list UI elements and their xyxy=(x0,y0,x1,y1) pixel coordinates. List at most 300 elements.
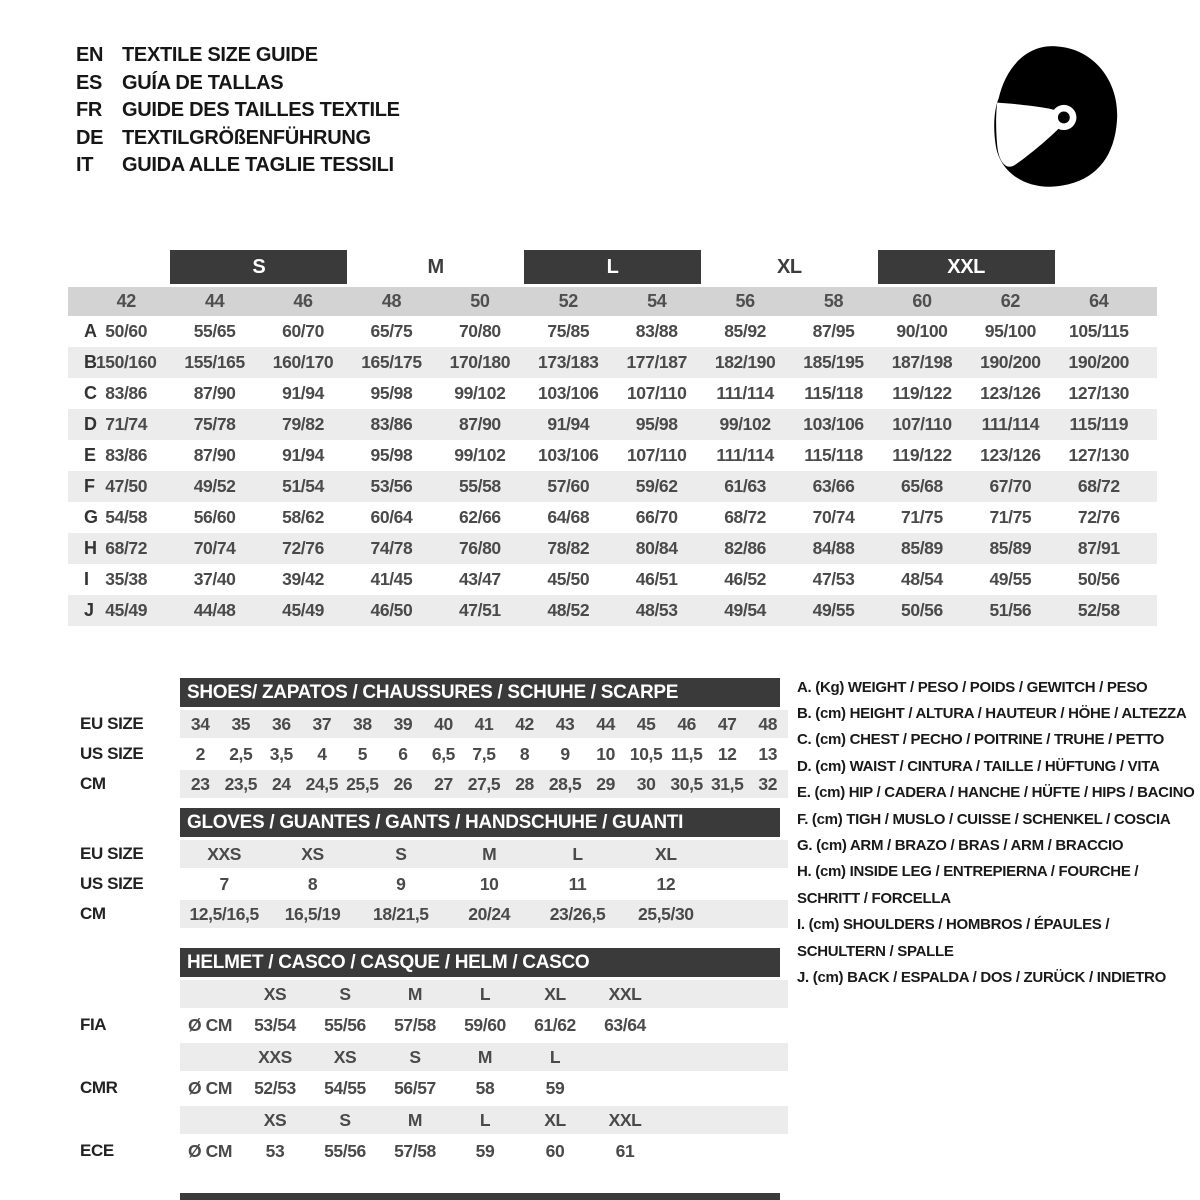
size-number: 54 xyxy=(647,291,667,311)
gloves-eu-size-label: EU SIZE xyxy=(80,844,144,863)
language-title: GUÍA DE TALLAS xyxy=(122,71,284,94)
size-cell: 47/53 xyxy=(812,569,855,589)
main-size-table xyxy=(68,316,1157,626)
shoes-us-row xyxy=(180,740,788,768)
size-cell: 66/70 xyxy=(635,507,678,527)
helmet-header-bar: HELMET / CASCO / CASQUE / HELM / CASCO xyxy=(180,948,780,977)
shoes-value-cell: 5 xyxy=(357,743,368,764)
shoes-value-cell: 24,5 xyxy=(305,773,339,794)
row-letter: A xyxy=(84,321,97,341)
helmet-size-cell: XL xyxy=(544,1109,566,1130)
size-number: 44 xyxy=(205,291,225,311)
size-cell: 95/98 xyxy=(635,414,678,434)
legend-line: B. (cm) HEIGHT / ALTURA / HAUTEUR / HÖHE / ALTEZZA xyxy=(797,705,1187,723)
language-title: TEXTILGRÖßENFÜHRUNG xyxy=(122,126,371,149)
size-cell: 82/86 xyxy=(724,538,767,558)
shoes-value-cell: 45 xyxy=(636,713,656,734)
gloves-value-cell: 12,5/16,5 xyxy=(189,903,259,924)
size-group-m: M xyxy=(427,255,444,278)
helmet-size-cell: L xyxy=(549,1046,561,1067)
size-row-G xyxy=(68,502,1157,533)
helmet-size-cell: XS xyxy=(263,983,287,1004)
size-cell: 50/56 xyxy=(1077,569,1120,589)
gloves-value-cell: 20/24 xyxy=(468,903,511,924)
size-cell: 99/102 xyxy=(454,383,506,403)
size-cell: 83/86 xyxy=(370,414,413,434)
size-group-xxl: XXL xyxy=(878,250,1055,284)
helmet-value-cell: 55/56 xyxy=(324,1014,366,1035)
language-row xyxy=(76,70,400,98)
shoes-value-cell: 4 xyxy=(317,743,327,764)
size-cell: 190/200 xyxy=(1068,352,1130,372)
helmet-value-cell: 60 xyxy=(545,1140,565,1161)
language-title: GUIDE DES TAILLES TEXTILE xyxy=(122,99,400,122)
shoes-value-cell: 9 xyxy=(560,743,570,764)
size-cell: 87/95 xyxy=(812,321,855,341)
helmet-unit-spacer xyxy=(180,1043,240,1071)
shoes-value-cell: 46 xyxy=(677,713,696,734)
size-cell: 123/126 xyxy=(980,445,1041,465)
size-cell: 182/190 xyxy=(714,352,776,372)
shoes-value-cell: 28 xyxy=(515,773,534,794)
size-cell: 99/102 xyxy=(454,445,506,465)
gloves-value-cell: XS xyxy=(301,843,324,864)
size-cell: 45/49 xyxy=(105,600,148,620)
shoes-value-cell: 43 xyxy=(555,713,575,734)
helmet-value-cell: 53 xyxy=(265,1140,285,1161)
legend-line: SCHRITT / FORCELLA xyxy=(797,889,951,907)
shoes-value-cell: 36 xyxy=(271,713,291,734)
size-row-E xyxy=(68,440,1157,471)
language-row xyxy=(76,125,400,153)
cmr-values-row xyxy=(180,1073,660,1103)
helmet-size-cell: XL xyxy=(544,983,566,1004)
size-cell: 68/72 xyxy=(105,538,148,558)
gloves-value-cell: 16,5/19 xyxy=(284,903,341,924)
size-cell: 56/60 xyxy=(193,507,236,527)
size-cell: 55/65 xyxy=(193,321,236,341)
size-cell: 83/88 xyxy=(635,321,678,341)
shoes-value-cell: 30 xyxy=(636,773,656,794)
size-group-xl: XL xyxy=(776,255,802,278)
size-cell: 87/91 xyxy=(1077,538,1120,558)
size-cell: 111/114 xyxy=(716,383,774,403)
language-titles xyxy=(76,42,400,180)
size-number: 62 xyxy=(1000,291,1020,311)
size-cell: 187/198 xyxy=(891,352,953,372)
size-cell: 103/106 xyxy=(803,414,864,434)
shoes-value-cell: 28,5 xyxy=(548,773,582,794)
size-cell: 46/50 xyxy=(370,600,413,620)
size-cell: 46/51 xyxy=(635,569,678,589)
size-cell: 71/74 xyxy=(105,414,148,434)
legend-line: J. (cm) BACK / ESPALDA / DOS / ZURÜCK / INDIETRO xyxy=(797,968,1166,986)
row-values xyxy=(82,347,1143,378)
size-cell: 46/52 xyxy=(724,569,767,589)
size-row-B xyxy=(68,347,1157,378)
size-cell: 49/55 xyxy=(812,600,855,620)
shoes-value-cell: 27,5 xyxy=(467,773,501,794)
size-cell: 95/98 xyxy=(370,445,413,465)
helmet-size-cell: XXS xyxy=(258,1046,292,1067)
gloves-value-cell: 7 xyxy=(219,873,229,894)
shoes-value-cell: 8 xyxy=(519,743,530,764)
shoes-value-cell: 27 xyxy=(434,773,453,794)
size-cell: 70/74 xyxy=(812,507,855,527)
size-cell: 111/114 xyxy=(716,445,774,465)
size-number: 58 xyxy=(823,291,844,311)
ece-values-row xyxy=(180,1136,660,1166)
ece-label: ECE xyxy=(80,1141,114,1160)
size-cell: 87/90 xyxy=(193,445,236,465)
gloves-us-size-label: US SIZE xyxy=(80,874,144,893)
helmet-value-cell xyxy=(590,1073,660,1103)
size-cell: 79/82 xyxy=(282,414,324,434)
helmet-value-cell: 59 xyxy=(475,1140,495,1161)
size-cell: 57/60 xyxy=(547,476,590,496)
gloves-value-cell: XXS xyxy=(207,843,242,864)
gloves-value-cell: 11 xyxy=(568,873,587,894)
gloves-value-cell: 9 xyxy=(396,873,406,894)
language-code: ES xyxy=(76,71,103,94)
size-cell: 58/62 xyxy=(282,507,324,527)
language-code: FR xyxy=(76,99,103,122)
gloves-value-cell: 10 xyxy=(479,873,499,894)
row-letter: E xyxy=(84,445,96,465)
helmet-value-cell: 52/53 xyxy=(254,1077,296,1098)
shoes-value-cell: 37 xyxy=(312,713,332,734)
size-cell: 87/90 xyxy=(193,383,236,403)
gloves-value-cell: 8 xyxy=(307,873,318,894)
helmet-size-cell: M xyxy=(407,983,423,1004)
helmet-value-cell: 53/54 xyxy=(254,1014,296,1035)
size-cell: 65/68 xyxy=(901,476,943,496)
size-number: 48 xyxy=(381,291,402,311)
shoes-value-cell: 38 xyxy=(353,713,372,734)
row-letter: D xyxy=(84,414,97,434)
size-cell: 85/89 xyxy=(989,538,1032,558)
size-cell: 62/66 xyxy=(458,507,501,527)
helmet-size-cell: L xyxy=(479,983,491,1004)
size-row-J xyxy=(68,595,1157,626)
size-cell: 185/195 xyxy=(803,352,864,372)
legend-line: A. (Kg) WEIGHT / PESO / POIDS / GEWITCH / PESO xyxy=(797,678,1148,696)
language-code: DE xyxy=(76,126,104,149)
size-cell: 76/80 xyxy=(458,538,501,558)
size-cell: 51/54 xyxy=(282,476,324,496)
size-cell: 70/74 xyxy=(193,538,236,558)
size-cell: 68/72 xyxy=(1077,476,1120,496)
gloves-cm-row xyxy=(180,900,788,928)
shoes-value-cell: 6 xyxy=(398,743,408,764)
size-cell: 63/66 xyxy=(812,476,855,496)
size-cell: 49/54 xyxy=(724,600,767,620)
size-cell: 115/118 xyxy=(804,445,863,465)
fia-values-row xyxy=(180,1010,660,1040)
size-cell: 49/52 xyxy=(193,476,236,496)
size-cell: 72/76 xyxy=(282,538,324,558)
shoes-value-cell: 25,5 xyxy=(346,773,379,794)
language-title: GUIDA ALLE TAGLIE TESSILI xyxy=(122,154,394,177)
size-cell: 47/50 xyxy=(105,476,148,496)
helmet-size-cell: M xyxy=(477,1046,493,1067)
size-cell: 47/51 xyxy=(458,600,501,620)
size-row-I xyxy=(68,564,1157,595)
size-cell: 105/115 xyxy=(1069,321,1129,341)
size-cell: 177/187 xyxy=(626,352,687,372)
size-cell: 75/78 xyxy=(193,414,236,434)
legend-line: F. (cm) TIGH / MUSLO / CUISSE / SCHENKEL / COSCIA xyxy=(797,810,1171,828)
helmet-unit-spacer xyxy=(180,1106,240,1134)
gloves-value-cell: 23/26,5 xyxy=(549,903,606,924)
size-cell: 103/106 xyxy=(538,445,599,465)
size-cell: 103/106 xyxy=(538,383,599,403)
helmet-unit-cell: Ø CM xyxy=(187,1140,233,1161)
row-letter: H xyxy=(84,538,97,558)
helmet-value-cell: 59 xyxy=(545,1077,565,1098)
size-cell: 119/122 xyxy=(892,383,952,403)
shoes-value-cell: 2,5 xyxy=(229,743,253,764)
size-number-strip xyxy=(68,287,1157,316)
size-row-C xyxy=(68,378,1157,409)
helmet-value-cell: 58 xyxy=(475,1077,495,1098)
size-cell: 65/75 xyxy=(370,321,413,341)
size-row-F xyxy=(68,471,1157,502)
language-row xyxy=(76,97,400,125)
size-cell: 55/58 xyxy=(458,476,501,496)
gloves-us-row xyxy=(180,870,710,898)
shoes-value-cell: 13 xyxy=(758,743,778,764)
gloves-value-cell: 25,5/30 xyxy=(638,903,694,924)
helmet-size-cell: XXL xyxy=(608,1109,642,1130)
row-values xyxy=(82,471,1143,502)
size-group-header xyxy=(82,250,1143,284)
shoes-value-cell: 12 xyxy=(717,743,737,764)
shoes-value-cell: 44 xyxy=(596,713,615,734)
size-cell: 50/60 xyxy=(105,321,148,341)
fia-label: FIA xyxy=(80,1015,107,1034)
size-cell: 127/130 xyxy=(1068,445,1130,465)
cmr-label: CMR xyxy=(80,1078,118,1097)
size-cell: 44/48 xyxy=(193,600,236,620)
size-number: 42 xyxy=(116,291,136,311)
size-group-s: S xyxy=(170,250,347,284)
size-cell: 119/122 xyxy=(892,445,952,465)
size-row-H xyxy=(68,533,1157,564)
row-values xyxy=(82,378,1143,409)
size-cell: 107/110 xyxy=(892,414,952,434)
size-cell: 85/89 xyxy=(901,538,943,558)
row-values xyxy=(82,564,1143,595)
size-cell: 49/55 xyxy=(989,569,1032,589)
size-cell: 83/86 xyxy=(105,445,148,465)
gloves-value-cell: M xyxy=(482,843,497,864)
size-cell: 48/52 xyxy=(547,600,590,620)
size-cell: 90/100 xyxy=(896,321,948,341)
helmet-size-cell: M xyxy=(407,1109,423,1130)
helmet-value-cell: 57/58 xyxy=(394,1140,436,1161)
shoes-eu-size-label: EU SIZE xyxy=(80,714,144,733)
gloves-eu-row xyxy=(180,840,788,868)
shoes-value-cell: 3,5 xyxy=(269,743,293,764)
size-row-D xyxy=(68,409,1157,440)
cropped-section-bar xyxy=(180,1193,780,1200)
size-cell: 59/62 xyxy=(635,476,678,496)
size-cell: 35/38 xyxy=(105,569,148,589)
size-cell: 150/160 xyxy=(95,352,157,372)
size-cell: 190/200 xyxy=(980,352,1041,372)
row-values xyxy=(82,409,1143,440)
shoes-value-cell: 24 xyxy=(271,773,291,794)
shoes-value-cell: 6,5 xyxy=(431,743,456,764)
helmet-icon xyxy=(978,36,1126,196)
size-group-l: L xyxy=(524,250,701,284)
shoes-value-cell: 47 xyxy=(717,713,737,734)
legend-line: G. (cm) ARM / BRAZO / BRAS / ARM / BRACCIO xyxy=(797,837,1124,855)
row-values xyxy=(82,316,1143,347)
shoes-value-cell: 39 xyxy=(393,713,413,734)
shoes-value-cell: 29 xyxy=(596,773,615,794)
size-cell: 87/90 xyxy=(458,414,501,434)
size-cell: 115/118 xyxy=(804,383,863,403)
gloves-cm-label: CM xyxy=(80,904,106,923)
size-number: 64 xyxy=(1089,291,1109,311)
legend-line: I. (cm) SHOULDERS / HOMBROS / ÉPAULES / xyxy=(797,916,1110,934)
helmet-size-cell: S xyxy=(339,1109,351,1130)
size-number: 60 xyxy=(912,291,932,311)
size-cell: 71/75 xyxy=(901,507,943,527)
size-cell: 91/94 xyxy=(282,383,324,403)
legend-line: E. (cm) HIP / CADERA / HANCHE / HÜFTE / HIPS / BACINO xyxy=(797,784,1195,802)
row-values xyxy=(82,533,1143,564)
language-code: IT xyxy=(76,154,94,177)
helmet-unit-cell: Ø CM xyxy=(187,1077,233,1098)
size-cell: 75/85 xyxy=(547,321,590,341)
row-values xyxy=(82,595,1143,626)
shoes-us-size-label: US SIZE xyxy=(80,744,144,763)
size-cell: 52/58 xyxy=(1077,600,1120,620)
shoes-value-cell: 32 xyxy=(758,773,778,794)
size-cell: 127/130 xyxy=(1068,383,1130,403)
size-cell: 60/64 xyxy=(370,507,413,527)
shoes-value-cell: 41 xyxy=(474,713,494,734)
size-cell: 67/70 xyxy=(989,476,1032,496)
gloves-value-cell: 12 xyxy=(656,873,676,894)
helmet-value-cell: 54/55 xyxy=(324,1077,366,1098)
shoes-value-cell: 30,5 xyxy=(670,773,703,794)
size-cell: 72/76 xyxy=(1077,507,1120,527)
row-letter: F xyxy=(84,476,95,496)
helmet-value-cell: 61 xyxy=(615,1140,635,1161)
size-cell: 173/183 xyxy=(538,352,599,372)
size-cell: 165/175 xyxy=(361,352,422,372)
size-cell: 74/78 xyxy=(370,538,413,558)
size-cell: 43/47 xyxy=(458,569,501,589)
shoes-value-cell: 35 xyxy=(231,713,251,734)
size-cell: 170/180 xyxy=(449,352,511,372)
row-letter: J xyxy=(84,600,94,620)
shoes-value-cell: 10,5 xyxy=(629,743,663,764)
legend-line: C. (cm) CHEST / PECHO / POITRINE / TRUHE / PETTO xyxy=(797,731,1165,749)
helmet-size-cell: S xyxy=(409,1046,421,1067)
helmet-value-cell: 57/58 xyxy=(394,1014,436,1035)
size-cell: 107/110 xyxy=(626,445,687,465)
shoes-value-cell: 34 xyxy=(190,713,210,734)
language-code: EN xyxy=(76,44,104,67)
size-cell: 85/92 xyxy=(724,321,767,341)
fia-sizes-row xyxy=(180,980,788,1008)
legend-line: H. (cm) INSIDE LEG / ENTREPIERNA / FOURCHE / xyxy=(797,863,1139,881)
row-letter: G xyxy=(84,507,98,527)
size-cell: 53/56 xyxy=(370,476,413,496)
helmet-size-cell: XS xyxy=(263,1109,287,1130)
size-number: 50 xyxy=(470,291,490,311)
language-row xyxy=(76,42,400,70)
shoes-value-cell: 26 xyxy=(393,773,413,794)
gloves-value-cell: XL xyxy=(655,843,677,864)
size-cell: 51/56 xyxy=(989,600,1032,620)
cmr-sizes-row xyxy=(180,1043,788,1071)
shoes-cm-row xyxy=(180,770,788,798)
size-cell: 45/50 xyxy=(547,569,590,589)
size-cell: 80/84 xyxy=(635,538,678,558)
size-cell: 48/54 xyxy=(901,569,943,589)
size-cell: 107/110 xyxy=(626,383,687,403)
size-cell: 95/98 xyxy=(370,383,413,403)
shoes-eu-row xyxy=(180,710,788,738)
row-letter: I xyxy=(84,569,89,589)
helmet-size-cell: XS xyxy=(333,1046,357,1067)
helmet-value-cell: 56/57 xyxy=(394,1077,436,1098)
size-cell: 83/86 xyxy=(105,383,148,403)
shoes-value-cell: 48 xyxy=(758,713,778,734)
helmet-size-cell xyxy=(590,1043,660,1071)
gloves-value-cell: S xyxy=(395,843,407,864)
size-cell: 50/56 xyxy=(901,600,943,620)
gloves-value-cell: L xyxy=(572,843,583,864)
size-cell: 155/165 xyxy=(184,352,245,372)
size-cell: 64/68 xyxy=(547,507,590,527)
shoes-cm-label: CM xyxy=(80,774,106,793)
row-values xyxy=(82,502,1143,533)
ece-sizes-row xyxy=(180,1106,788,1134)
size-number: 46 xyxy=(293,291,313,311)
shoes-value-cell: 40 xyxy=(434,713,453,734)
gloves-header-bar: GLOVES / GUANTES / GANTS / HANDSCHUHE / GUANTI xyxy=(180,808,780,837)
size-cell: 61/63 xyxy=(724,476,767,496)
row-letter: B xyxy=(84,352,97,372)
size-cell: 71/75 xyxy=(989,507,1032,527)
shoes-value-cell: 10 xyxy=(596,743,615,764)
size-cell: 37/40 xyxy=(193,569,236,589)
size-cell: 115/119 xyxy=(1069,414,1129,434)
helmet-value-cell: 63/64 xyxy=(604,1014,646,1035)
size-cell: 48/53 xyxy=(635,600,678,620)
size-cell: 111/114 xyxy=(981,414,1040,434)
shoes-value-cell: 23,5 xyxy=(224,773,258,794)
size-cell: 84/88 xyxy=(812,538,855,558)
legend-line: SCHULTERN / SPALLE xyxy=(797,942,954,960)
size-row-A xyxy=(68,316,1157,347)
measurement-legend xyxy=(797,674,1197,991)
size-cell: 95/100 xyxy=(984,321,1036,341)
helmet-size-cell: S xyxy=(339,983,351,1004)
helmet-value-cell: 59/60 xyxy=(464,1014,506,1035)
shoes-value-cell: 23 xyxy=(190,773,210,794)
language-row xyxy=(76,152,400,180)
size-cell: 78/82 xyxy=(547,538,590,558)
helmet-size-cell: XXL xyxy=(608,983,642,1004)
